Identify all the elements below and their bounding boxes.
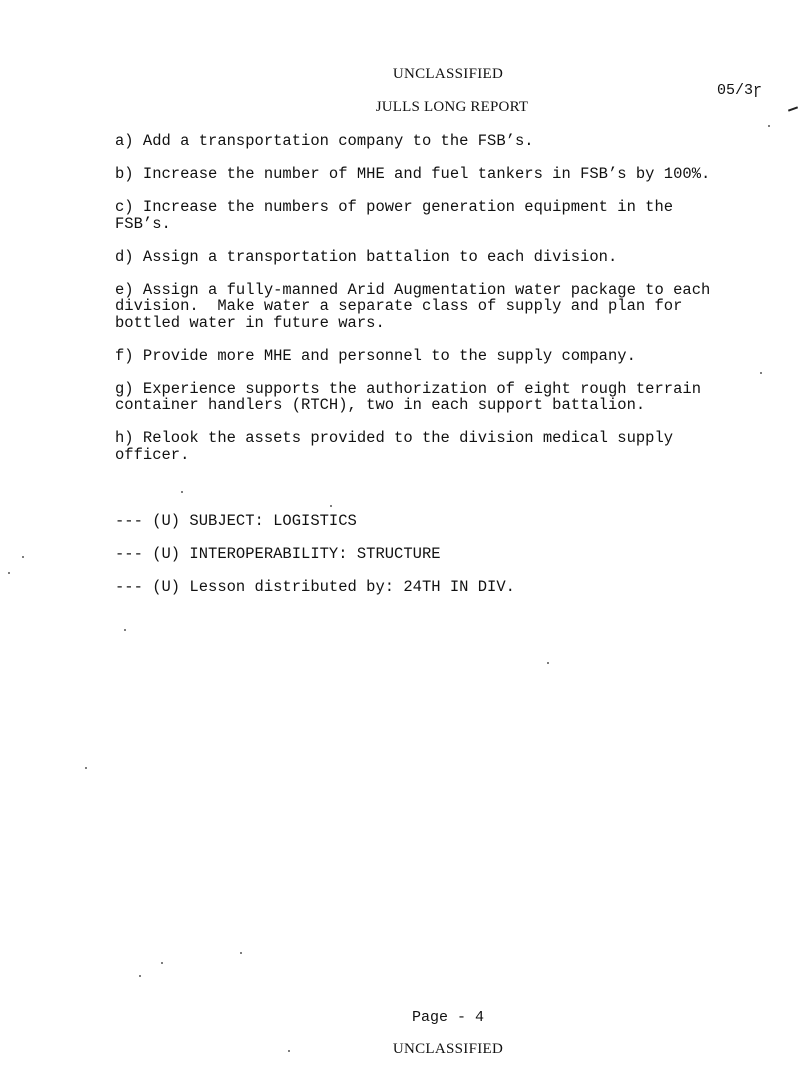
distribution-line: --- (U) Lesson distributed by: 24TH IN DIV. <box>115 578 515 596</box>
report-title: JULLS LONG REPORT <box>375 99 529 115</box>
page-number: Page - 4 <box>411 1009 484 1026</box>
recommendation-item: h) Relook the assets provided to the division medical supply officer. <box>115 429 674 464</box>
recommendation-item: c) Increase the numbers of power generation equipment in the FSB’s. <box>115 198 674 233</box>
subject-line: --- (U) SUBJECT: LOGISTICS <box>115 512 357 530</box>
scan-speck <box>22 556 24 558</box>
recommendation-item: a) Add a transportation company to the FSB’s. <box>115 132 534 150</box>
scan-speck <box>8 572 10 574</box>
recommendation-item: f) Provide more MHE and personnel to the supply company. <box>115 346 636 365</box>
scan-speck <box>124 629 126 631</box>
scan-speck <box>240 952 242 954</box>
scan-speck <box>288 1050 290 1052</box>
date-stamp: 05/3ɼ <box>716 82 762 99</box>
scan-speck <box>139 975 141 977</box>
recommendation-item: e) Assign a fully-manned Arid Augmentation water package to each division. Make water a separate class of supply and plan for bottled water in future wars. <box>115 280 711 332</box>
classification-footer: UNCLASSIFIED <box>392 1041 504 1057</box>
scan-speck <box>330 505 332 507</box>
recommendation-item: b) Increase the number of MHE and fuel tankers in FSB’s by 100%. <box>115 165 711 183</box>
scan-speck <box>161 962 163 964</box>
scan-speck <box>85 767 87 769</box>
scan-speck <box>768 125 770 127</box>
scan-speck <box>547 662 549 664</box>
recommendation-item: d) Assign a transportation battalion to each division. <box>115 247 618 266</box>
lesson-metadata <box>115 513 775 612</box>
recommendation-item: g) Experience supports the authorization of eight rough terrain container handlers (RTCH), two in each support battalion. <box>115 379 701 414</box>
scan-speck <box>760 372 762 374</box>
recommendations-list <box>115 133 775 480</box>
interoperability-line: --- (U) INTEROPERABILITY: STRUCTURE <box>115 545 441 563</box>
scan-speck <box>181 491 183 493</box>
classification-header: UNCLASSIFIED <box>392 66 504 82</box>
